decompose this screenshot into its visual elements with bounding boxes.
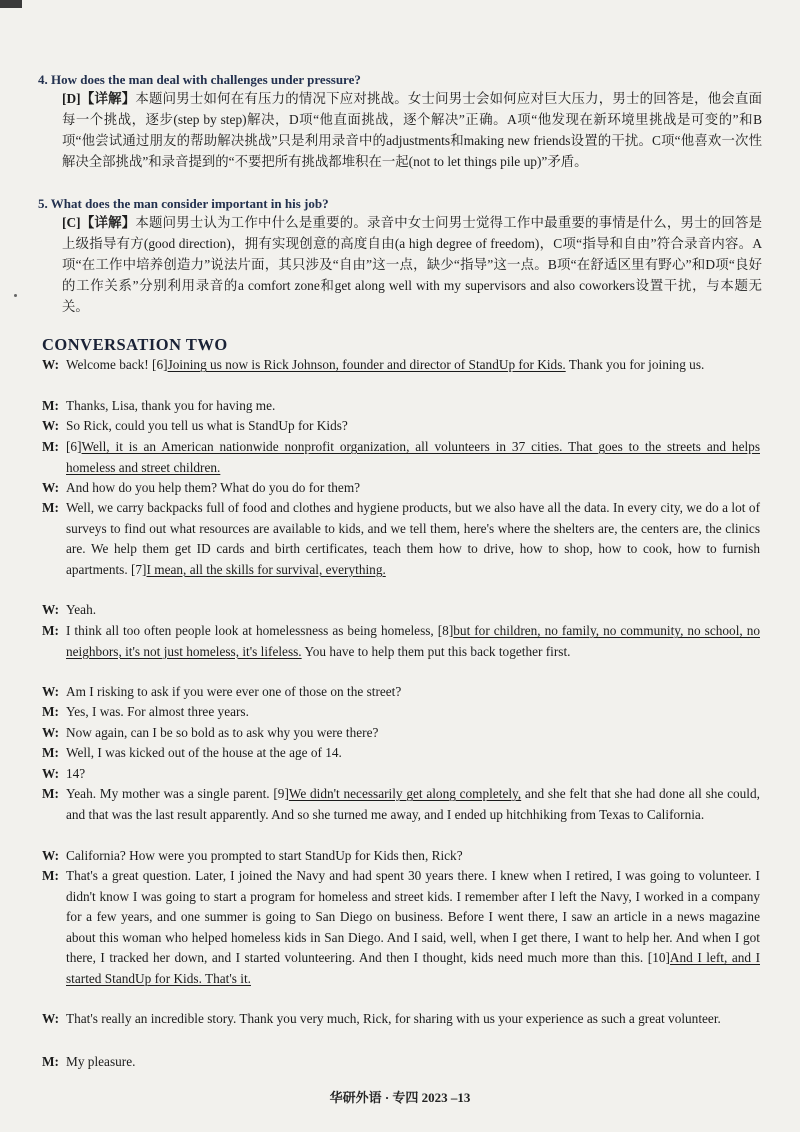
utterance xyxy=(66,437,760,478)
dialogue-turn xyxy=(42,743,760,764)
dialogue-turn xyxy=(42,682,760,703)
utterance-text: Welcome back! [6] xyxy=(66,357,168,372)
speaker-label: M: xyxy=(42,704,59,719)
utterance-text: You have to help them put this back together first. xyxy=(301,643,571,659)
speaker-label: W: xyxy=(42,480,59,495)
explanation-4 xyxy=(62,88,762,172)
speaker-label: W: xyxy=(42,418,59,433)
dialogue-turn xyxy=(42,866,760,989)
utterance-text: Now again, can I be so bold as to ask why you were there? xyxy=(66,725,379,740)
dialogue-turn xyxy=(42,846,760,867)
section-heading: CONVERSATION TWO xyxy=(42,335,228,354)
dialogue-turn xyxy=(42,396,760,417)
dialogue-turn xyxy=(42,600,760,621)
speaker-label: M: xyxy=(42,745,59,760)
speaker-label: W: xyxy=(42,766,59,781)
speaker-label: W: xyxy=(42,848,59,863)
utterance xyxy=(66,621,760,662)
underlined-answer-text: Well, it is an American nationwide nonprofit organization, all volunteers in 37 cities. That goes to the streets and helps homeless and street children. xyxy=(66,439,760,475)
underlined-answer-text: but for children, no family, no community, no school, no neighbors, it's not just homeless, it's lifeless. xyxy=(66,623,760,659)
utterance xyxy=(66,600,760,621)
dialogue-turn xyxy=(42,702,760,723)
utterance-text: California? How were you prompted to start StandUp for Kids then, Rick? xyxy=(66,848,463,863)
dialogue-turn xyxy=(42,437,760,478)
speaker-label: M: xyxy=(42,786,59,801)
speaker-label: W: xyxy=(42,725,59,740)
utterance xyxy=(66,355,760,376)
underlined-answer-text: I mean, all the skills for survival, everything. xyxy=(146,561,386,577)
dialogue-turn xyxy=(42,478,760,499)
dialogue-turn xyxy=(42,621,760,662)
utterance xyxy=(66,396,760,417)
utterance-text: That's a great question. Later, I joined the Navy and had spent 30 years there. I knew when I retired, I was going to volunteer. I didn't know I was going to start a program for homeless and street kids. I remember after I left the Navy, I worked in a company for a few years, and one summer is going to San Diego on business. Before I went there, I saw an article in a news magazine about this woman who helped homeless kids in San Diego. And I said, well, when I get there, I want to help her. And when I got there, I tracked her down, and I started volunteering. And then I thought, kids need much more than this. [10] xyxy=(66,868,760,965)
page-footer: 华研外语 · 专四 2023 –13 xyxy=(329,1090,471,1105)
utterance-text: That's really an incredible story. Thank you very much, Rick, for sharing with us your experience as such a great volunteer. xyxy=(66,1011,721,1026)
explanation-5 xyxy=(62,212,762,317)
speaker-label: M: xyxy=(42,439,59,454)
utterance-text: and she felt that she had done all she could, and that was the last result apparently. And so she turned me away, and I ended up hitchhiking from Texas to California. xyxy=(66,786,760,822)
speaker-label: W: xyxy=(42,684,59,699)
dialogue-turn xyxy=(42,1009,760,1030)
utterance-text: [6] xyxy=(66,439,82,454)
utterance-text: And how do you help them? What do you do for them? xyxy=(66,480,361,495)
utterance-text: Yeah. My mother was a single parent. [9] xyxy=(66,786,289,801)
question-5: 5. What does the man consider important in his job? xyxy=(38,196,329,211)
utterance-text: Yeah. xyxy=(66,602,97,617)
utterance xyxy=(66,764,760,785)
underlined-answer-text: And I left, and I started StandUp for Kids. That's it. xyxy=(66,950,760,986)
speaker-label: W: xyxy=(42,602,59,617)
speaker-label: M: xyxy=(42,623,59,638)
utterance xyxy=(66,416,760,437)
dialogue-turn xyxy=(42,723,760,744)
utterance-text: 14? xyxy=(66,766,86,781)
utterance xyxy=(66,866,760,989)
utterance-text: Thanks, Lisa, thank you for having me. xyxy=(66,398,276,413)
underlined-answer-text: We didn't necessarily get along completely, xyxy=(288,786,522,801)
speaker-label: M: xyxy=(42,398,59,413)
answer-tag: [D]【详解】 xyxy=(62,91,136,106)
utterance-text: So Rick, could you tell us what is StandUp for Kids? xyxy=(66,418,348,433)
utterance xyxy=(66,743,760,764)
utterance-text: I think all too often people look at homelessness as being homeless, [8] xyxy=(66,623,454,638)
utterance xyxy=(66,1009,760,1030)
utterance-text: Well, I was kicked out of the house at the age of 14. xyxy=(66,745,342,760)
utterance-text: Thank you for joining us. xyxy=(565,357,705,372)
utterance xyxy=(66,702,760,723)
utterance-text: Yes, I was. For almost three years. xyxy=(66,704,249,719)
utterance xyxy=(66,498,760,580)
underlined-answer-text: Joining us now is Rick Johnson, founder and director of StandUp for Kids. xyxy=(167,357,566,372)
scan-corner-mark xyxy=(0,0,22,8)
speaker-label: M: xyxy=(42,1054,59,1069)
speaker-label: W: xyxy=(42,1011,59,1026)
utterance xyxy=(66,1052,760,1073)
dialogue-turn xyxy=(42,764,760,785)
explanation-text: 本题问男士认为工作中什么是重要的。录音中女士问男士觉得工作中最重要的事情是什么，男士的回答是上级指导有方(good direction)，拥有实现创意的高度自由(a high degree of freedom)，C项“指导和自由”符合录音内容。A项“在工作中培养创造力”说法片面，其只涉及“自由”这一点，缺少“指导”这一点。B项“在舒适区里有野心”和D项“良好的工作关系”分别利用录音的a comfort zone和get along well with my supervisors and also coworkers设置干扰，与本题无关。 xyxy=(62,215,762,314)
dialogue-turn xyxy=(42,498,760,580)
utterance-text: Am I risking to ask if you were ever one of those on the street? xyxy=(66,684,402,699)
utterance xyxy=(66,723,760,744)
speaker-label: W: xyxy=(42,357,59,372)
utterance xyxy=(66,478,760,499)
utterance xyxy=(66,682,760,703)
utterance xyxy=(66,846,760,867)
utterance xyxy=(66,784,760,825)
speaker-label: M: xyxy=(42,868,59,883)
utterance-text: My pleasure. xyxy=(66,1054,136,1069)
dialogue-turn xyxy=(42,355,760,376)
dialogue-turn xyxy=(42,416,760,437)
utterance-text: Well, we carry backpacks full of food and clothes and hygiene products, but we also have all the data. In every city, we do a lot of surveys to find out what resources are available to kids, and we tell them, here's where the shelters are, the centers are, the clinics are. We help them get ID cards and birth certificates, teach them how to drive, how to shop, how to cook, how to furnish apartments. [7] xyxy=(66,500,760,577)
dialogue-turn xyxy=(42,784,760,825)
answer-tag: [C]【详解】 xyxy=(62,215,136,230)
question-4: 4. How does the man deal with challenges under pressure? xyxy=(38,72,361,87)
speaker-label: M: xyxy=(42,500,59,515)
scan-dot xyxy=(14,294,17,297)
dialogue-turn xyxy=(42,1052,760,1073)
explanation-text: 本题问男士如何在有压力的情况下应对挑战。女士问男士会如何应对巨大压力，男士的回答是，他会直面每一个挑战，逐步(step by step)解决，D项“他直面挑战，逐个解决”正确。A项“他发现在新环境里挑战是可变的”和B项“他尝试通过朋友的帮助解决挑战”只是利用录音中的adjustments和making new friends设置的干扰。C项“他喜欢一次性解决全部挑战”和录音提到的“不要把所有挑战都堆积在一起(not to let things pile up)”矛盾。 xyxy=(62,91,762,169)
